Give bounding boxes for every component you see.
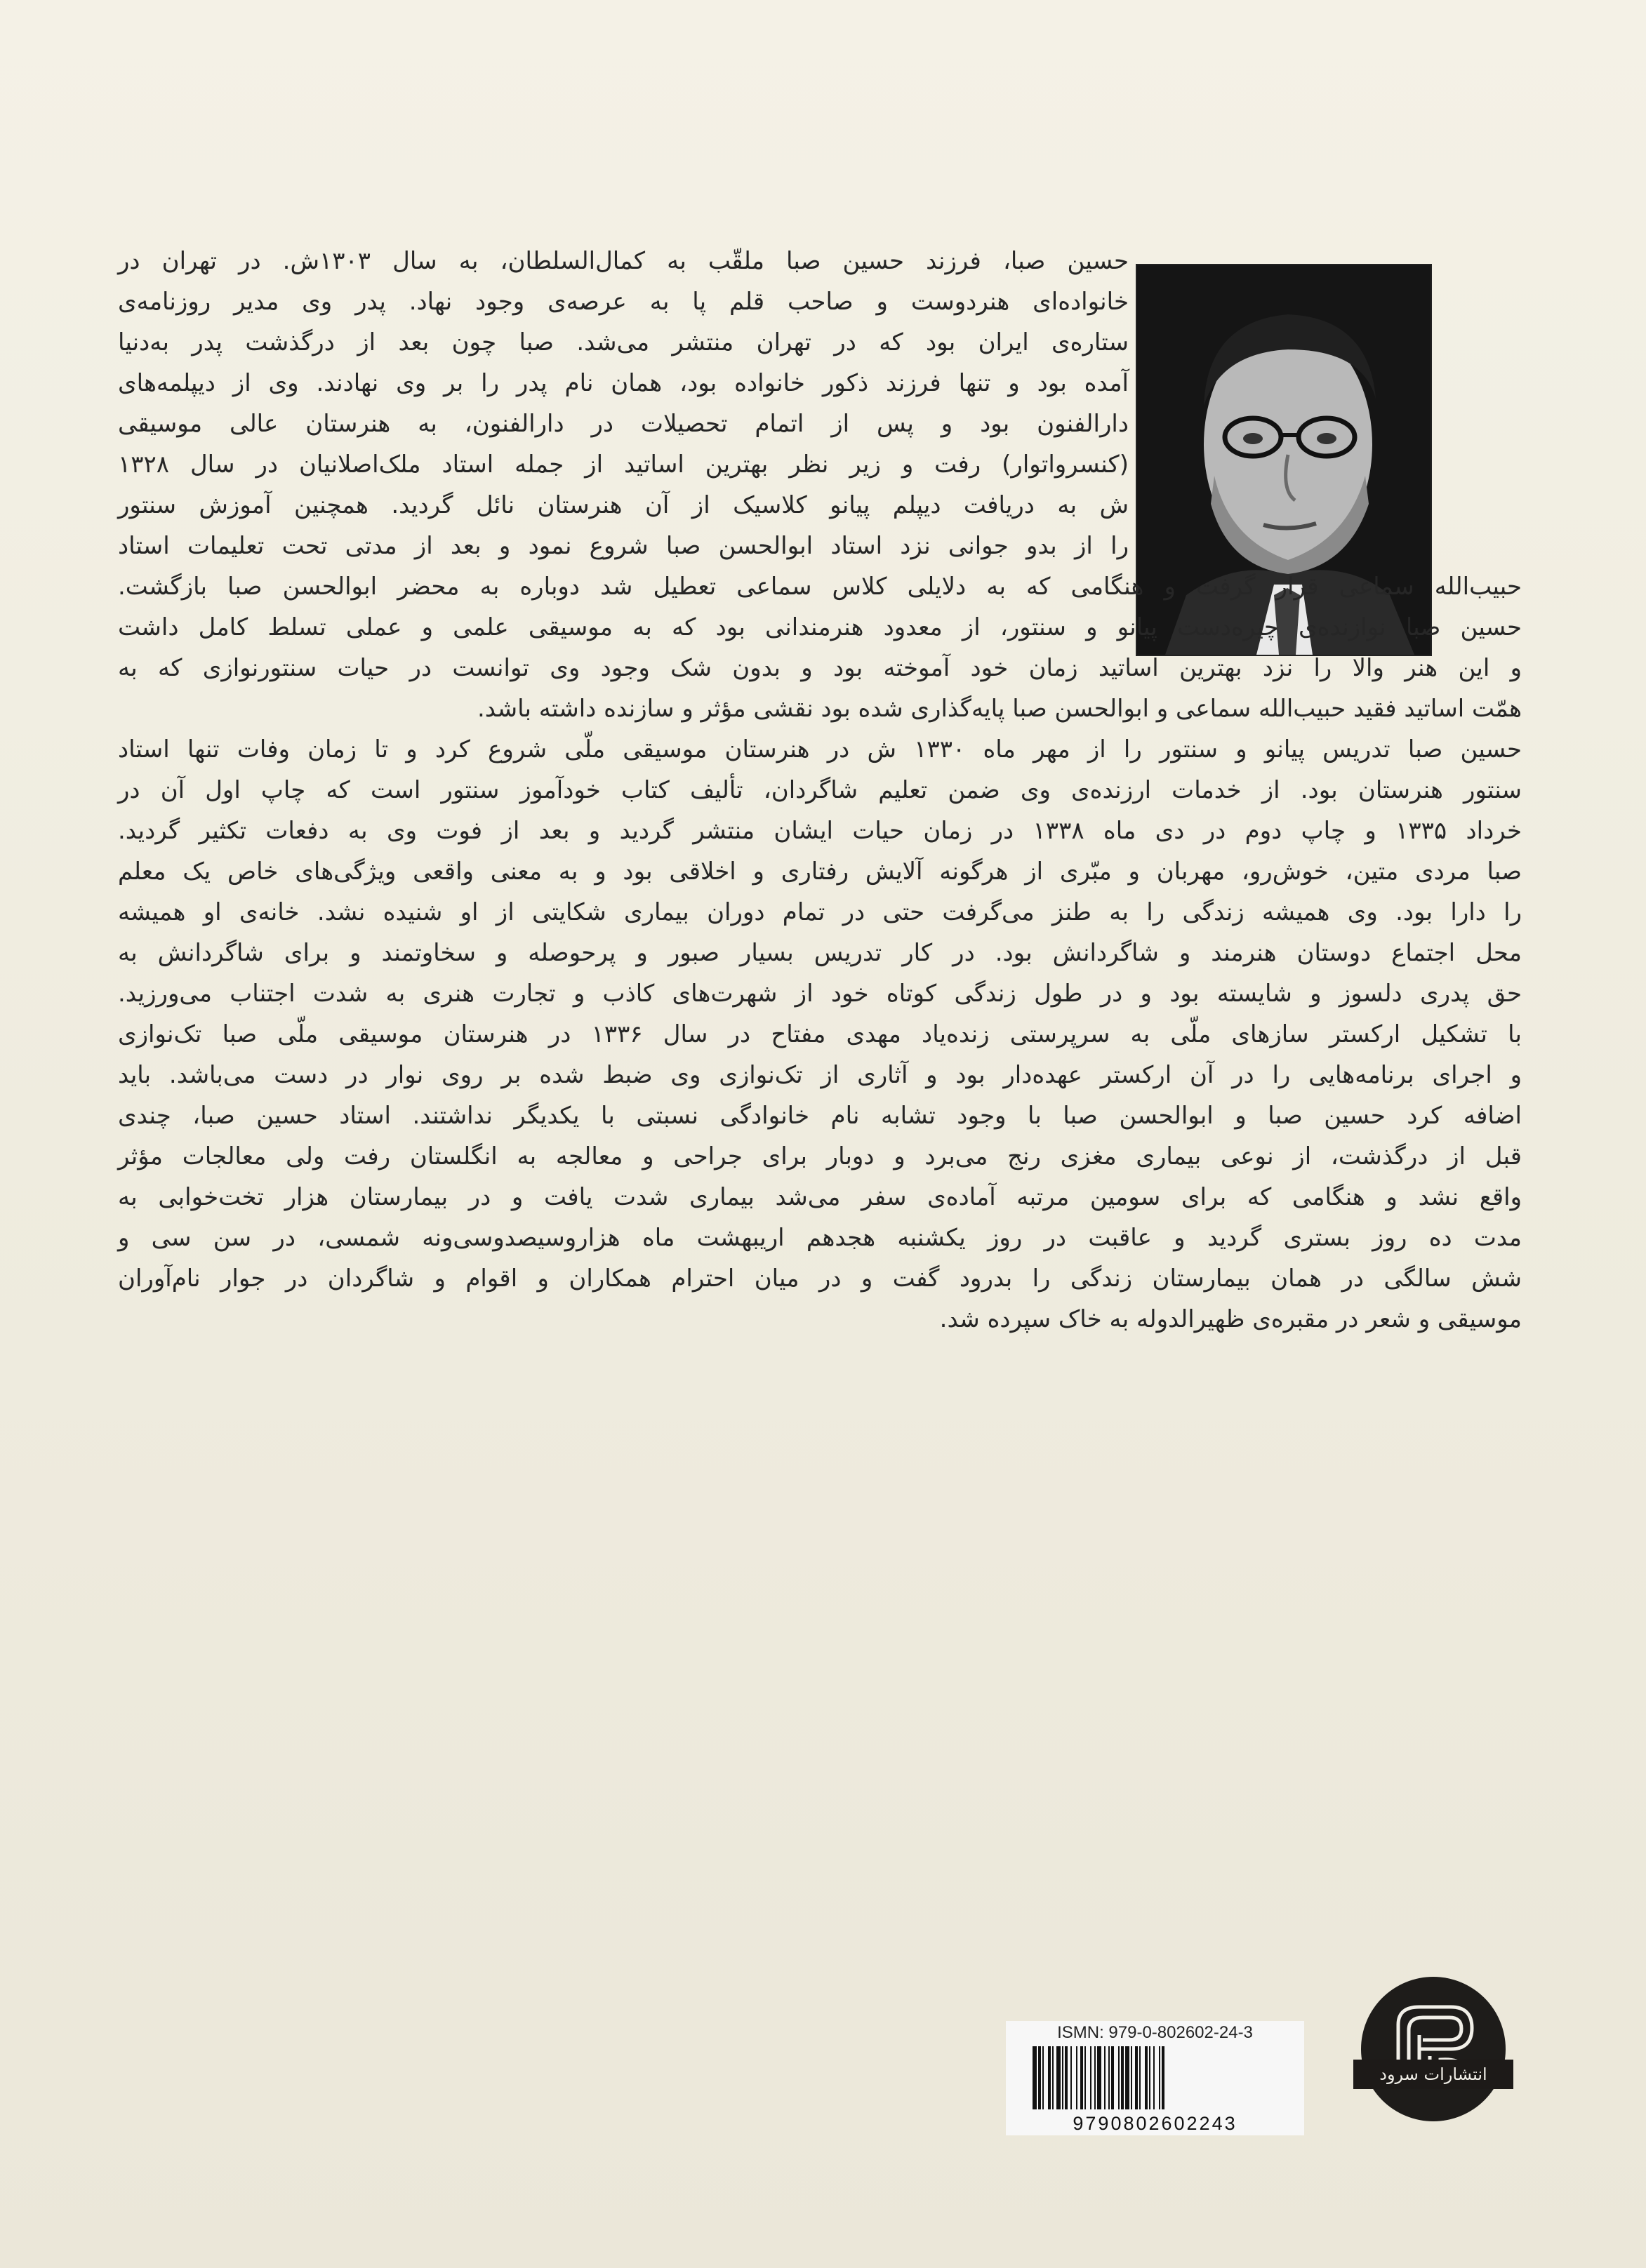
barcode-bar xyxy=(1080,2046,1083,2109)
barcode-bar xyxy=(1131,2046,1132,2109)
text-line: حبیب‌الله سماعی قرار گرفت و هنگامی که به دلایلی کلاس سماعی تعطیل شد دوباره به محضر ابوالحسن صبا بازگشت. xyxy=(118,573,1522,601)
text-line: حق پدری دلسوز و شایسته بود و در طول زندگی کوتاه خود از شهرت‌های کاذب و تجارت هنری به شدت اجتناب می‌ورزید. xyxy=(118,980,1522,1008)
publisher-logo-icon xyxy=(1360,1975,1507,2123)
isbn-digits: 9790802602243 xyxy=(1073,2113,1237,2134)
barcode-bar xyxy=(1149,2046,1150,2109)
text-line: را دارا بود. وی همیشه زندگی را به طنز می‌گرفت حتی در تمام دوران بیماری شکایتی از او شنیده نشد. خانه‌ی او همیشه xyxy=(118,898,1522,926)
barcode-bar xyxy=(1042,2046,1044,2109)
text-line: سنتور هنرستان بود. از خدمات ارزنده‌ی وی ضمن تعلیم شاگردان، تألیف کتاب خودآموز سنتور است که چاپ اول آن در xyxy=(118,776,1522,804)
barcode-bar xyxy=(1153,2046,1155,2109)
text-line: حسین صبا نوازنده‌ی چیره‌دست پیانو و سنتور، از معدود هنرمندانی بود که به موسیقی علمی و عملی تسلط کامل داشت xyxy=(118,613,1522,641)
text-line: حسین صبا تدریس پیانو و سنتور را از مهر ماه ۱۳۳۰ ش در هنرستان موسیقی ملّی شروع کرد و تا زمان وفات تنها استاد xyxy=(118,735,1522,763)
text-line: ستاره‌ی ایران بود که در تهران منتشر می‌شد. صبا چون بعد از درگذشت پدر به‌دنیا xyxy=(118,328,1129,356)
barcode-bar xyxy=(1108,2046,1110,2109)
text-line: را از بدو جوانی نزد استاد ابوالحسن صبا شروع نمود و بعد از مدتی تحت تعلیمات استاد xyxy=(118,532,1129,560)
text-line: موسیقی و شعر در مقبره‌ی ظهیرالدوله به خاک سپرده شد. xyxy=(939,1305,1522,1333)
text-line: قبل از درگذشت، از نوعی بیماری مغزی رنج می‌برد و دوبار برای جراحی و معالجه به انگلستان رفت ولی معالجات مؤثر xyxy=(118,1142,1522,1170)
biography-text xyxy=(0,232,1646,1817)
text-line: خانواده‌ای هنردوست و صاحب قلم پا به عرصه‌ی وجود نهاد. پدر وی مدیر روزنامه‌ی xyxy=(118,288,1129,316)
text-line: (کنسرواتوار) رفت و زیر نظر بهترین اساتید از جمله استاد ملک‌اصلانیان در سال ۱۳۲۸ xyxy=(118,451,1129,479)
barcode-icon xyxy=(1031,2046,1284,2109)
isbn-label: ISMN: 979-0-802602-24-3 xyxy=(1057,2023,1253,2042)
text-line: و اجرای برنامه‌هایی را در آن ارکستر عهده‌دار بود و آثاری از تک‌نوازی وی ضبط شده بر روی نوار در دست می‌باشد. باید xyxy=(118,1061,1522,1089)
barcode-bar xyxy=(1062,2046,1063,2109)
text-line: خرداد ۱۳۳۵ و چاپ دوم در دی ماه ۱۳۳۸ در زمان حیات ایشان منتشر گردید و بعد از فوت وی به دفعات تکثیر گردید. xyxy=(118,817,1522,845)
barcode-bar xyxy=(1094,2046,1096,2109)
text-line: مدت ده روز بستری گردید و عاقبت در روز یکشنبه هجدهم اریبهشت ماه هزاروسیصدوسی‌ونه شمسی، در سن سی و xyxy=(118,1224,1522,1252)
barcode-bar xyxy=(1145,2046,1148,2109)
barcode-bar xyxy=(1065,2046,1068,2109)
barcode-bar xyxy=(1118,2046,1120,2109)
barcode-bar xyxy=(1033,2046,1037,2109)
barcode-bar xyxy=(1139,2046,1141,2109)
text-line: واقع نشد و هنگامی که برای سومین مرتبه آماده‌ی سفر می‌شد بیماری شدت یافت و در بیمارستان هزار تخت‌خوابی به xyxy=(118,1183,1522,1211)
barcode-bar xyxy=(1038,2046,1041,2109)
barcode-bar xyxy=(1135,2046,1138,2109)
barcode-bar xyxy=(1084,2046,1086,2109)
barcode-bar xyxy=(1056,2046,1061,2109)
barcode-bar xyxy=(1097,2046,1101,2109)
barcode-bar xyxy=(1162,2046,1164,2109)
text-line: همّت اساتید فقید حبیب‌الله سماعی و ابوالحسن صبا پایه‌گذاری شده بود نقشی مؤثر و سازنده داشته باشد. xyxy=(477,695,1522,723)
text-line: محل اجتماع دوستان هنرمند و شاگردانش بود. در کار تدریس بسیار صبور و پرحوصله و سخاوتمند و برای شاگردانش به xyxy=(118,939,1522,967)
publisher-name: انتشارات سرود xyxy=(1353,2060,1513,2089)
barcode-bar xyxy=(1048,2046,1051,2109)
text-line: و این هنر والا را نزد بهترین اساتید زمان خود آموخته بود و بدون شک وجود وی توانست در حیات سنتورنوازی که به xyxy=(118,654,1522,682)
text-line: دارالفنون بود و پس از اتمام تحصیلات در دارالفنون، به هنرستان عالی موسیقی xyxy=(118,410,1129,438)
barcode-bar xyxy=(1052,2046,1054,2109)
text-line: شش سالگی در همان بیمارستان زندگی را بدرود گفت و در میان احترام همکاران و اقوام و شاگردان در جوار نام‌آوران xyxy=(118,1265,1522,1293)
barcode-bar xyxy=(1159,2046,1160,2109)
text-line: ش به دریافت دیپلم پیانو کلاسیک از آن هنرستان نائل گردید. همچنین آموزش سنتور xyxy=(118,491,1129,519)
text-line: آمده بود و تنها فرزند ذکور خانواده بود، همان نام پدر را بر وی نهادند. وی از دیپلمه‌های xyxy=(118,369,1129,397)
text-line: با تشکیل ارکستر سازهای ملّی به سرپرستی زنده‌یاد مهدی مفتاح در سال ۱۳۳۶ در هنرستان موسیقی ملّی صبا تک‌نوازی xyxy=(118,1020,1522,1048)
barcode-bar xyxy=(1090,2046,1091,2109)
barcode-bar xyxy=(1076,2046,1077,2109)
barcode-bar xyxy=(1104,2046,1106,2109)
text-line: صبا مردی متین، خوش‌رو، مهربان و مبّری از هرگونه آلایش رفتاری و اخلاقی بود و به معنی واقعی ویژگی‌های خاص یک معلم xyxy=(118,858,1522,886)
barcode-bar xyxy=(1070,2046,1072,2109)
text-line: حسین صبا، فرزند حسین صبا ملقّب به کمال‌السلطان، به سال ۱۳۰۳ش. در تهران در xyxy=(118,247,1129,275)
barcode-bar xyxy=(1121,2046,1124,2109)
barcode-bar xyxy=(1125,2046,1129,2109)
isbn-barcode-sticker xyxy=(1006,2021,1304,2135)
text-line: اضافه کرد حسین صبا و ابوالحسن صبا با وجود تشابه نام خانوادگی نسبتی با یکدیگر نداشتند. استاد حسین صبا، چندی xyxy=(118,1102,1522,1130)
barcode-bar xyxy=(1111,2046,1114,2109)
